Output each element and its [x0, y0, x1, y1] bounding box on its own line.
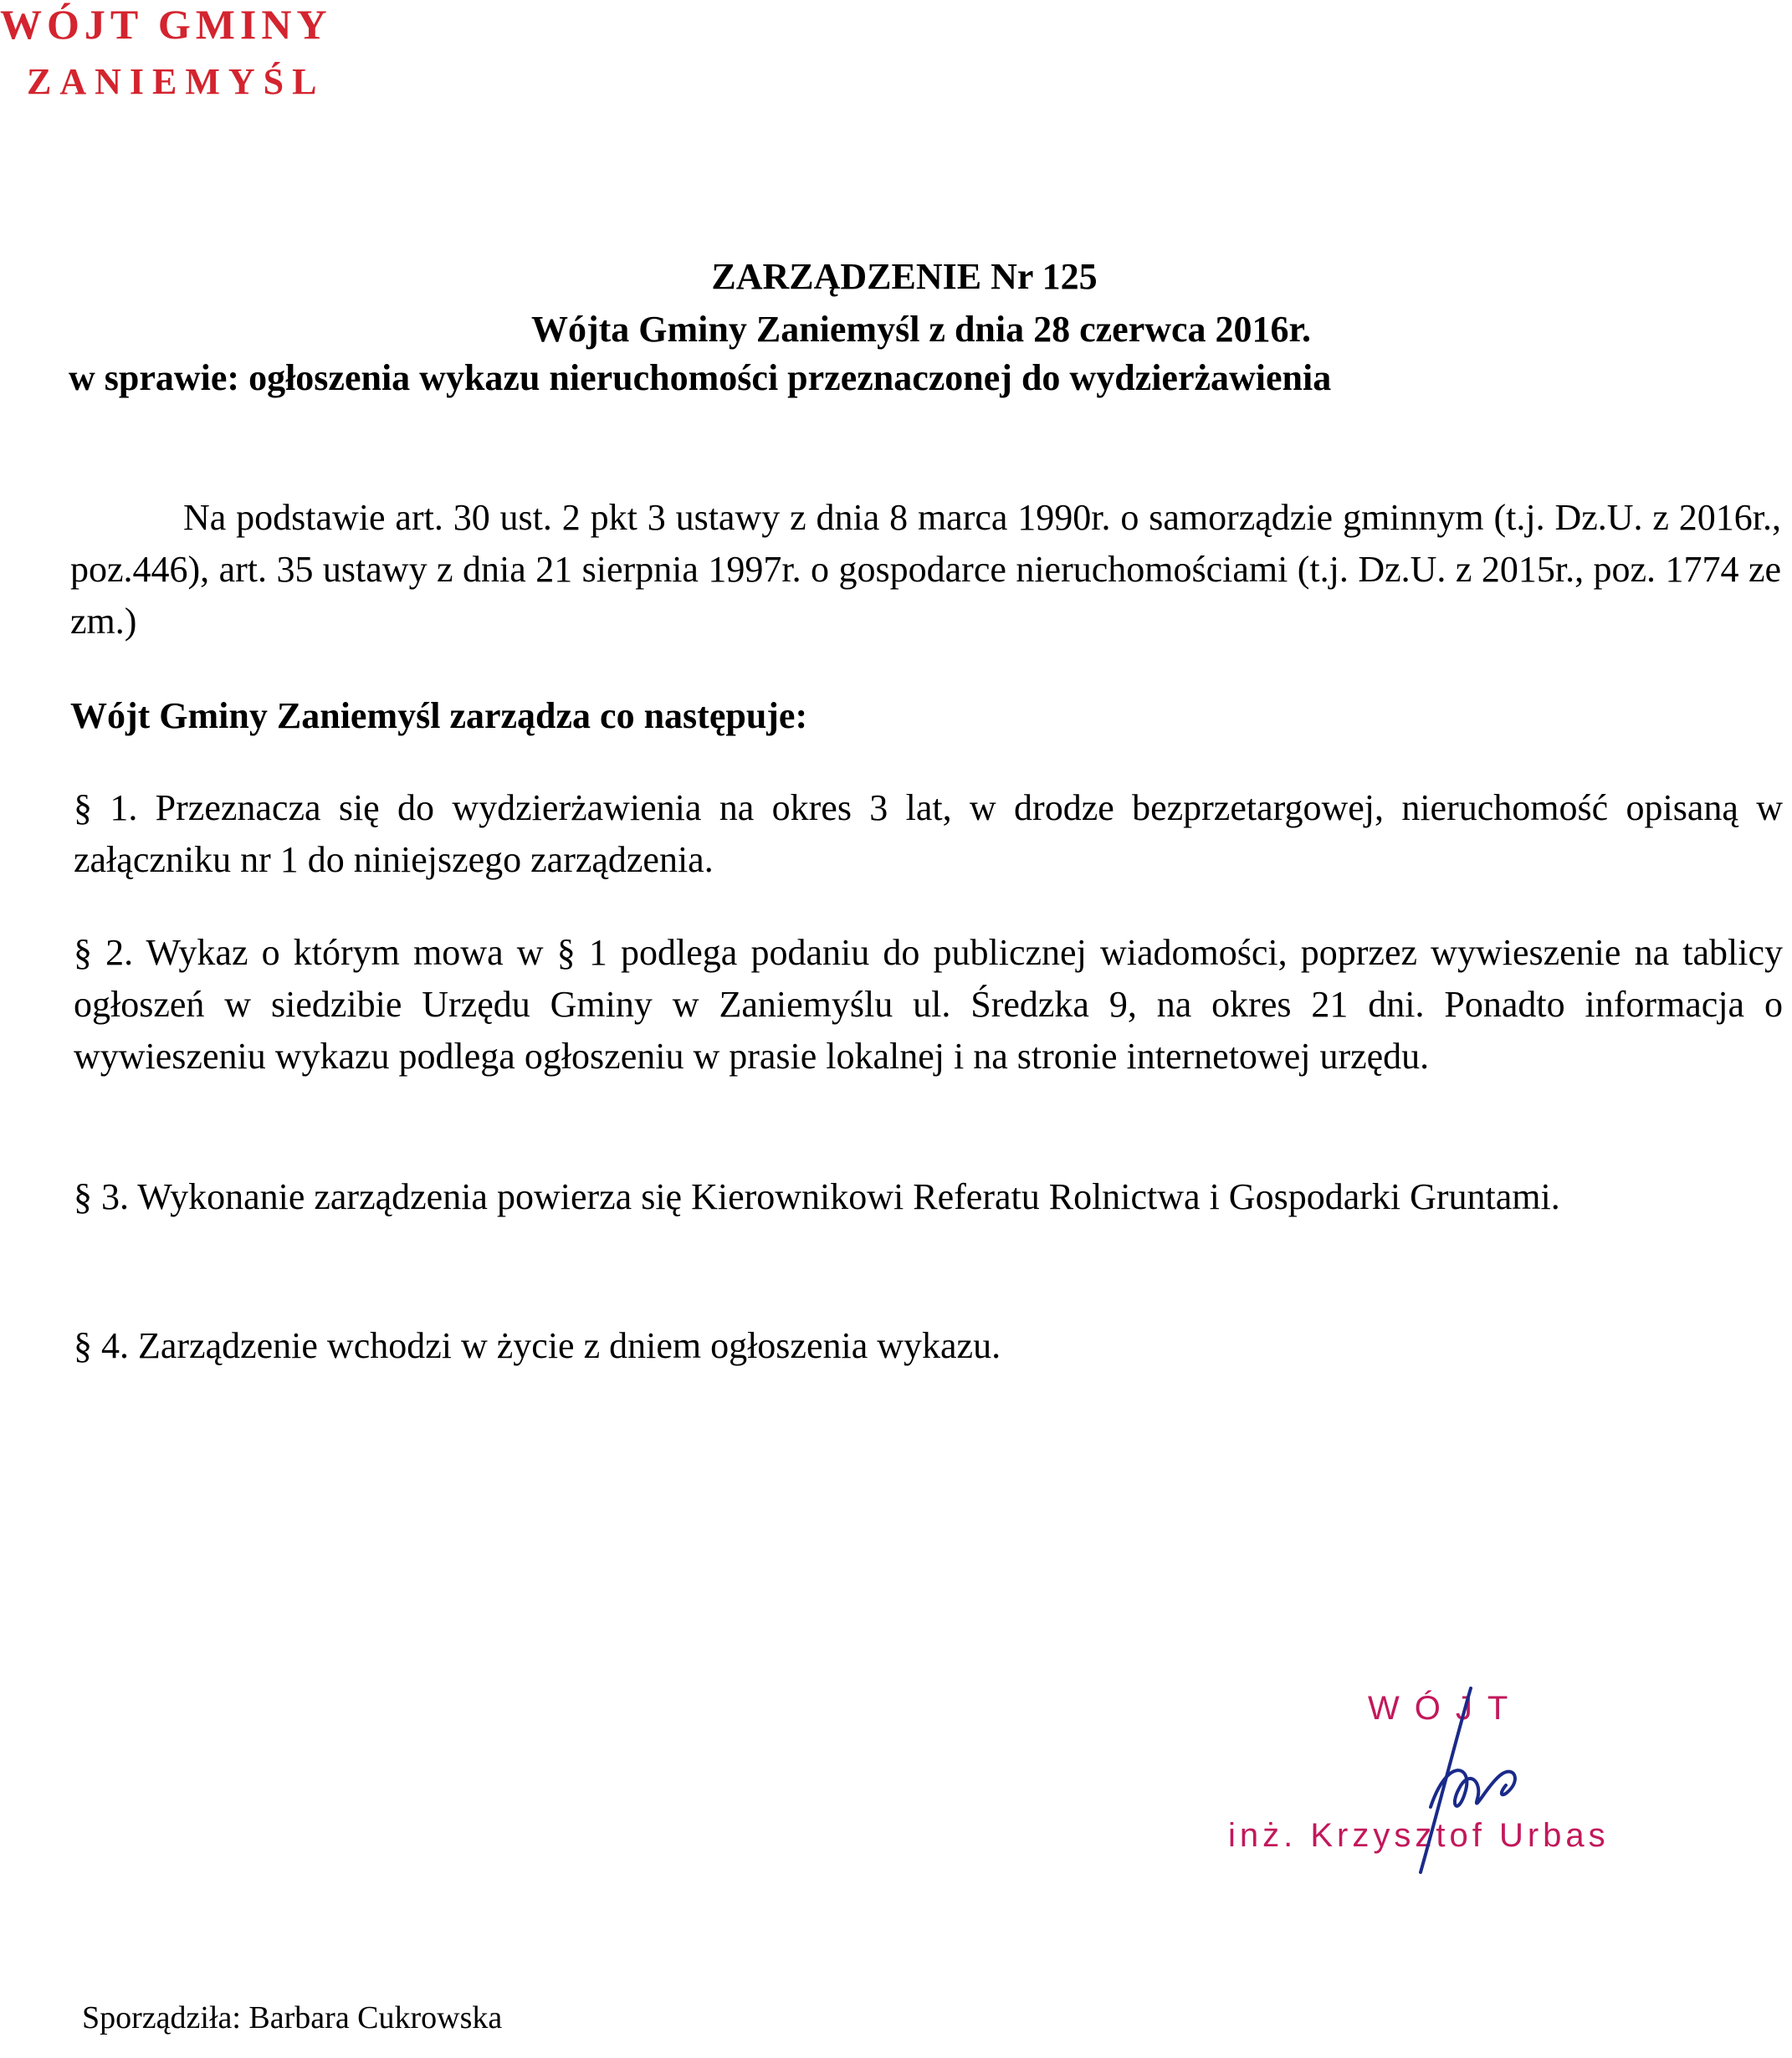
section-1: § 1. Przeznacza się do wydzierżawienia na okres 3 lat, w drodze bezprzetargowej, nieruchomość opisaną w załączniku nr 1 do niniejszego zarządzenia. [74, 787, 1783, 880]
document-subtitle-text: Wójta Gminy Zaniemyśl z dnia 28 czerwca 2016r. [530, 309, 1312, 350]
document-subject: w sprawie: ogłoszenia wykazu nieruchomości przeznaczonej do wydzierżawienia [69, 357, 1332, 398]
signature-stamp-title: WÓJT [1368, 1690, 1523, 1727]
stamp-line-1: WÓJT GMINY [0, 1, 332, 48]
signature-stamp-name: inż. Krzysztof Urbas [1228, 1817, 1610, 1854]
handwritten-signature-icon [1372, 1682, 1556, 1882]
stamp-line-2: ZANIEMYŚL [27, 61, 325, 102]
legal-basis-paragraph: Na podstawie art. 30 ust. 2 pkt 3 ustawy z dnia 8 marca 1990r. o samorządzie gminnym (t.j. Dz.U. z 2016r., poz.446), art. 35 ustawy z dnia 21 sierpnia 1997r. o gospodarce nieruchomościami (t.j. Dz.U. z 2015r., poz. 1774 ze zm.) [70, 497, 1781, 642]
section-2: § 2. Wykaz o którym mowa w § 1 podlega podaniu do publicznej wiadomości, poprzez wywieszenie na tablicy ogłoszeń w siedzibie Urzędu Gminy w Zaniemyślu ul. Średzka 9, na okres 21 dni. Ponadto informacja o wywieszeniu wykazu podlega ogłoszeniu w prasie lokalnej i na stronie internetowej urzędu. [74, 932, 1783, 1077]
prepared-by: Sporządziła: Barbara Cukrowska [82, 2000, 503, 2035]
document-title-text: ZARZĄDZENIE Nr 125 [711, 256, 1098, 297]
orders-intro: Wójt Gminy Zaniemyśl zarządza co następuje: [70, 695, 808, 736]
document-subtitle [0, 308, 1792, 351]
section-4: § 4. Zarządzenie wchodzi w życie z dniem ogłoszenia wykazu. [74, 1325, 1001, 1366]
document-title [0, 255, 1792, 298]
section-3: § 3. Wykonanie zarządzenia powierza się Kierownikowi Referatu Rolnictwa i Gospodarki Gruntami. [74, 1176, 1560, 1217]
